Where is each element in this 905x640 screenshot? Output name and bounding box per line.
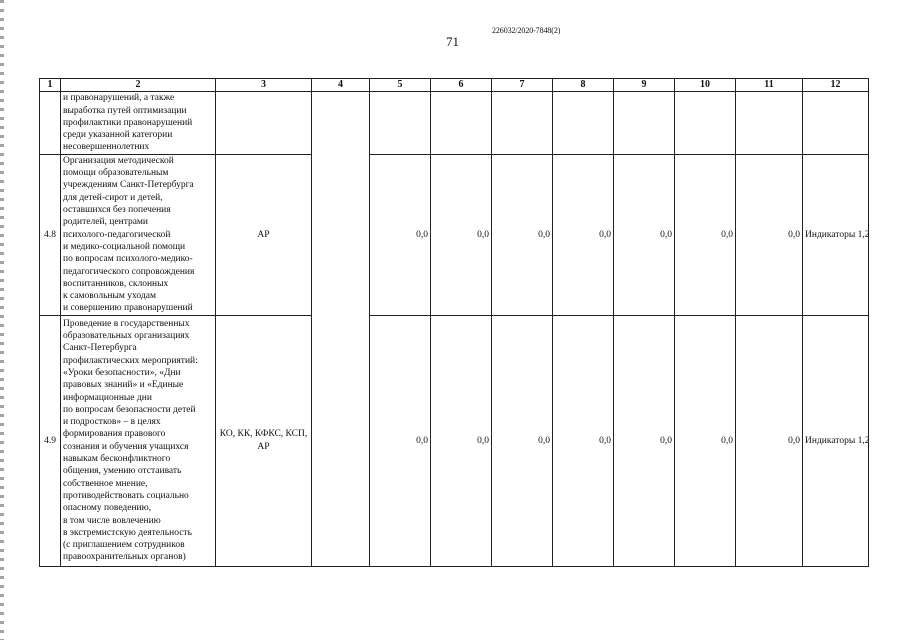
- row-executor: [216, 92, 312, 154]
- column-header: 12: [803, 79, 869, 92]
- column-header: 10: [675, 79, 736, 92]
- row-number: [40, 92, 61, 154]
- document-id: 226032/2020-7848(2): [492, 26, 561, 35]
- column-header: 11: [736, 79, 803, 92]
- value-cell: [675, 92, 736, 154]
- value-cell: 0,0: [492, 154, 553, 315]
- column-header: 9: [614, 79, 675, 92]
- column-header: 5: [370, 79, 431, 92]
- row-description: и правонарушений, а также выработка путей оптимизации профилактики правонарушений среди указанной категории несовершеннолетних: [61, 92, 216, 154]
- value-cell: [553, 92, 614, 154]
- column-header: 3: [216, 79, 312, 92]
- row-note: Индикаторы 1,2: [803, 154, 869, 315]
- row-note: [803, 92, 869, 154]
- column-header: 8: [553, 79, 614, 92]
- value-cell: [614, 92, 675, 154]
- value-cell: 0,0: [675, 154, 736, 315]
- value-cell: 0,0: [492, 315, 553, 566]
- program-table: [39, 78, 869, 567]
- row-executor: АР: [216, 154, 312, 315]
- row-executor: КО, КК, КФКС, КСП, АР: [216, 315, 312, 566]
- value-cell: 0,0: [614, 315, 675, 566]
- value-cell: 0,0: [553, 315, 614, 566]
- column-header: 6: [431, 79, 492, 92]
- row-description: Проведение в государственных образовательных организациях Санкт-Петербурга профилактических мероприятий: «Уроки безопасности», «Дни правовых знаний» и «Единые информационные дни по вопросам безопасности детей и подростков» – в целях формирования правового сознания и обучения учащихся навыкам бесконфликтного общения, умению отстаивать собственное мнение, противодействовать социально опасному поведению, в том числе вовлечению в экстремистскую деятельность (с приглашением сотрудников правоохранительных органов): [61, 315, 216, 566]
- column-4-cell: [312, 92, 370, 566]
- value-cell: 0,0: [614, 154, 675, 315]
- table-row: [40, 154, 869, 315]
- column-header: 2: [61, 79, 216, 92]
- table-row: [40, 315, 869, 566]
- value-cell: 0,0: [675, 315, 736, 566]
- row-note: Индикаторы 1,2: [803, 315, 869, 566]
- value-cell: 0,0: [431, 154, 492, 315]
- value-cell: 0,0: [431, 315, 492, 566]
- page-number: 71: [446, 34, 459, 49]
- table-row: [40, 92, 869, 154]
- scan-edge-artifact: [0, 0, 4, 640]
- value-cell-total: 0,0: [736, 154, 803, 315]
- column-header: 1: [40, 79, 61, 92]
- value-cell: [492, 92, 553, 154]
- row-number: 4.8: [40, 154, 61, 315]
- value-cell: [431, 92, 492, 154]
- value-cell-total: 0,0: [736, 315, 803, 566]
- value-cell: [370, 92, 431, 154]
- column-header: 7: [492, 79, 553, 92]
- value-cell-total: [736, 92, 803, 154]
- row-description: Организация методической помощи образовательным учреждениям Санкт-Петербурга для детей-сирот и детей, оставшихся без попечения родителей, центрами психолого-педагогической и медико-социальной помощи по вопросам психолого-медико- педагогического сопровождения воспитанников, склонных к самовольным уходам и совершению правонарушений: [61, 154, 216, 315]
- row-number: 4.9: [40, 315, 61, 566]
- value-cell: 0,0: [553, 154, 614, 315]
- value-cell: 0,0: [370, 154, 431, 315]
- table-header-row: [40, 79, 869, 92]
- value-cell: 0,0: [370, 315, 431, 566]
- column-header: 4: [312, 79, 370, 92]
